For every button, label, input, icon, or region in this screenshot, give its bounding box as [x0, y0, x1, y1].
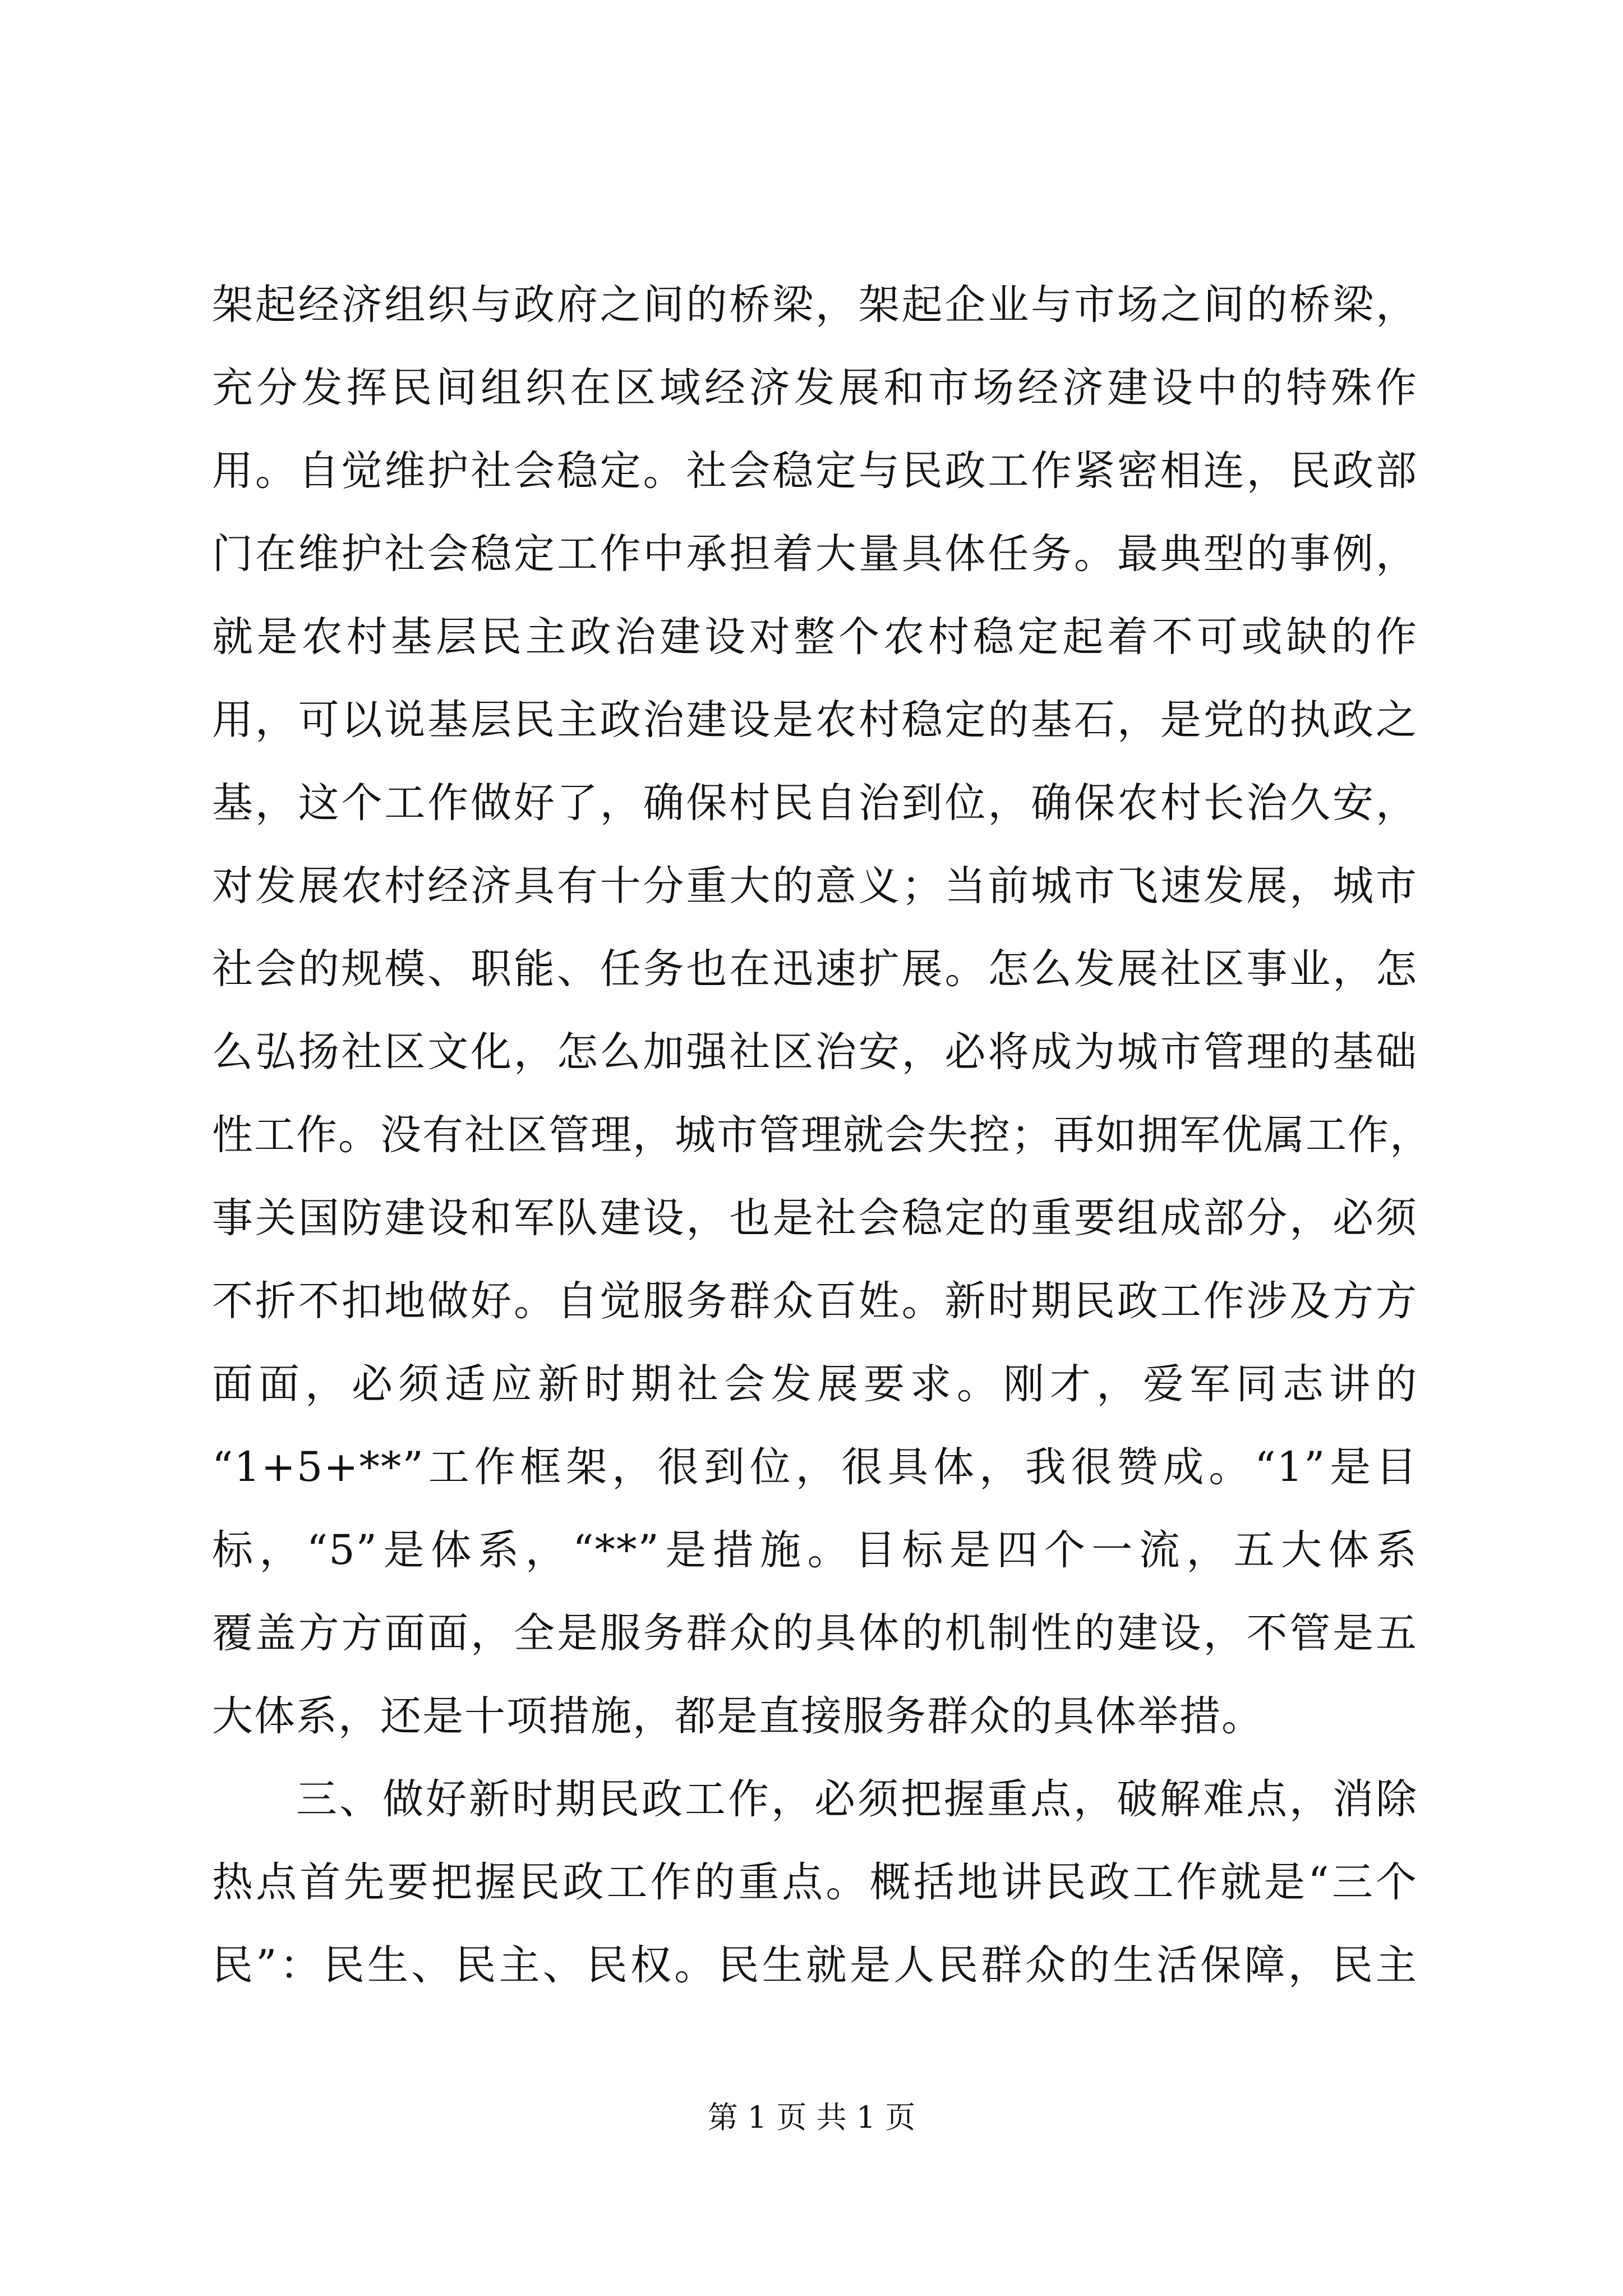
paragraph-first-line: 三、做好新时期民政工作，必须把握重点，破解难点，消除 — [296, 1775, 1418, 1823]
text-line: 架起经济组织与政府之间的桥梁，架起企业与市场之间的桥梁， — [212, 281, 1418, 329]
text-line: 对发展农村经济具有十分重大的意义；当前城市飞速发展，城市 — [212, 862, 1418, 910]
page-footer: 第 1 页 共 1 页 — [707, 2100, 916, 2135]
text-line: 事关国防建设和军队建设，也是社会稳定的重要组成部分，必须 — [212, 1194, 1418, 1242]
text-line: 用。自觉维护社会稳定。社会稳定与民政工作紧密相连，民政部 — [212, 447, 1418, 495]
body-text — [212, 264, 1432, 2007]
text-line: 热点首先要把握民政工作的重点。概括地讲民政工作就是“三个 — [212, 1858, 1418, 1906]
text-line: 用，可以说基层民主政治建设是农村稳定的基石，是党的执政之 — [212, 696, 1418, 744]
text-line: 面面，必须适应新时期社会发展要求。刚才，爱军同志讲的 — [212, 1360, 1418, 1408]
text-line: 性工作。没有社区管理，城市管理就会失控；再如拥军优属工作， — [212, 1111, 1432, 1159]
text-line: 民”：民生、民主、民权。民生就是人民群众的生活保障，民主 — [212, 1941, 1418, 1989]
text-line: 覆盖方方面面，全是服务群众的具体的机制性的建设，不管是五 — [212, 1609, 1418, 1657]
text-line: 基，这个工作做好了，确保村民自治到位，确保农村长治久安， — [212, 779, 1418, 827]
text-line: 标，“5”是体系，“**”是措施。目标是四个一流，五大体系 — [212, 1526, 1418, 1574]
text-line: 门在维护社会稳定工作中承担着大量具体任务。最典型的事例， — [212, 530, 1418, 578]
text-line: “1+5+**”工作框架，很到位，很具体，我很赞成。“1”是目 — [212, 1443, 1418, 1491]
text-line: 么弘扬社区文化，怎么加强社区治安，必将成为城市管理的基础 — [212, 1028, 1418, 1076]
text-line: 就是农村基层民主政治建设对整个农村稳定起着不可或缺的作 — [212, 613, 1418, 661]
text-line: 不折不扣地做好。自觉服务群众百姓。新时期民政工作涉及方方 — [212, 1277, 1418, 1325]
text-line: 社会的规模、职能、任务也在迅速扩展。怎么发展社区事业，怎 — [212, 945, 1418, 993]
text-line: 充分发挥民间组织在区域经济发展和市场经济建设中的特殊作 — [212, 364, 1418, 412]
text-line: 大体系，还是十项措施，都是直接服务群众的具体举措。 — [212, 1692, 1264, 1740]
